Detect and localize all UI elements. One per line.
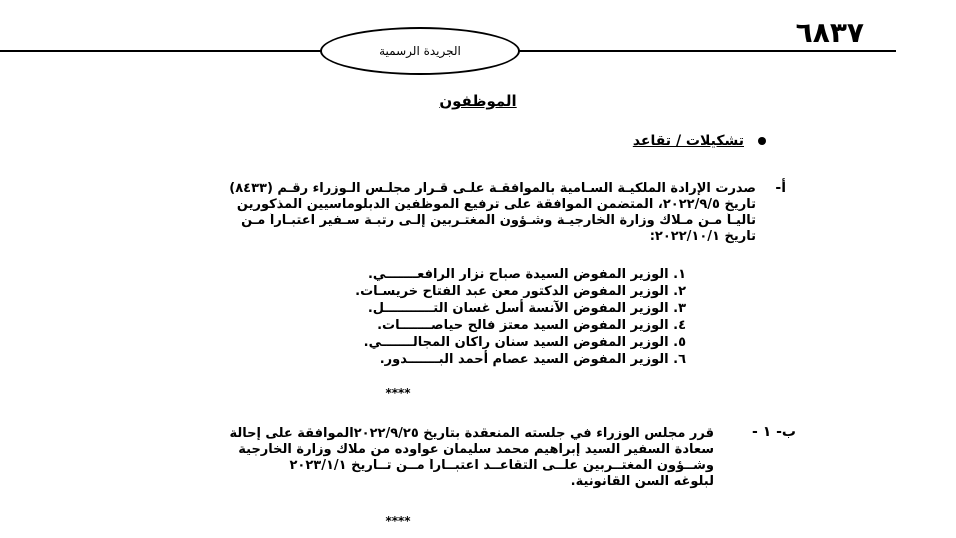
bullet-heading <box>633 133 766 149</box>
bullet-heading-label: تشكيلات / تقاعد <box>632 133 744 149</box>
paragraph-b-line: قرر مجلس الوزراء في جلسته المنعقدة بتاريخ ٢٠٢٢/٩/٢٥الموافقة على إحالة <box>229 426 714 441</box>
paragraph-b-line: لبلوغه السن القانونية. <box>570 474 714 489</box>
paragraph-a-line: تاليـاً مـن مـلاك وزارة الخارجيـة وشـؤون المغتـربين إلـى رتبـة سـفير اعتبـاراً مـن <box>241 213 756 228</box>
paragraph-b-text <box>60 426 714 490</box>
gazette-title-oval <box>320 27 520 75</box>
paragraph-a-line: تاريخ ٢٠٢٢/٩/٥، المتضمن الموافقة على ترفيع الموظفين الدبلوماسيين المذكورين <box>236 197 756 212</box>
list-item: ٥. الوزير المفوض السيد سنان راكان المجالـــــــي. <box>363 335 686 350</box>
page-number: ٦٨٣٧ <box>795 16 864 49</box>
section-title: الموظفون <box>439 92 517 110</box>
paragraph-a-marker: أ- <box>775 180 786 196</box>
gazette-title: الجريدة الرسمية <box>379 44 461 58</box>
list-item: ٢. الوزير المفوض الدكتور معن عبد الفتاح خريسـات. <box>355 284 686 299</box>
list-item: ٦. الوزير المفوض السيد عصام أحمد البـــــــدور. <box>379 352 686 367</box>
list-item: ٤. الوزير المفوض السيد معتز فالح حياصـــــــات. <box>377 318 686 333</box>
paragraph-a-text <box>60 181 756 245</box>
paragraph-b-line: سعادة السفير السيد إبراهيم محمد سليمان عواوده من ملاك وزارة الخارجية <box>238 442 714 457</box>
bullet-dot-icon <box>758 137 766 145</box>
paragraph-a-line: تاريخ ٢٠٢٢/١٠/١: <box>649 229 756 244</box>
paragraph-b-marker: ب- ١ - <box>752 424 796 440</box>
separator-stars: **** <box>385 386 411 400</box>
ministers-list <box>256 266 686 368</box>
separator-stars: **** <box>385 514 411 528</box>
list-item: ٣. الوزير المفوض الآنسة أسل غسان التـــــــــــل. <box>367 301 686 316</box>
paragraph-b-line: وشــؤون المغتــربين علــى التقاعــد اعتبــاراً مــن تــاريخ ٢٠٢٣/١/١ <box>289 458 714 473</box>
list-item: ١. الوزير المفوض السيدة صباح نزار الرافعـــــــي. <box>367 267 686 282</box>
paragraph-a-line: صدرت الإرادة الملكيـة السـامية بالموافقـة علـى قـرار مجلـس الـوزراء رقـم (٨٤٣٣) <box>229 181 756 196</box>
